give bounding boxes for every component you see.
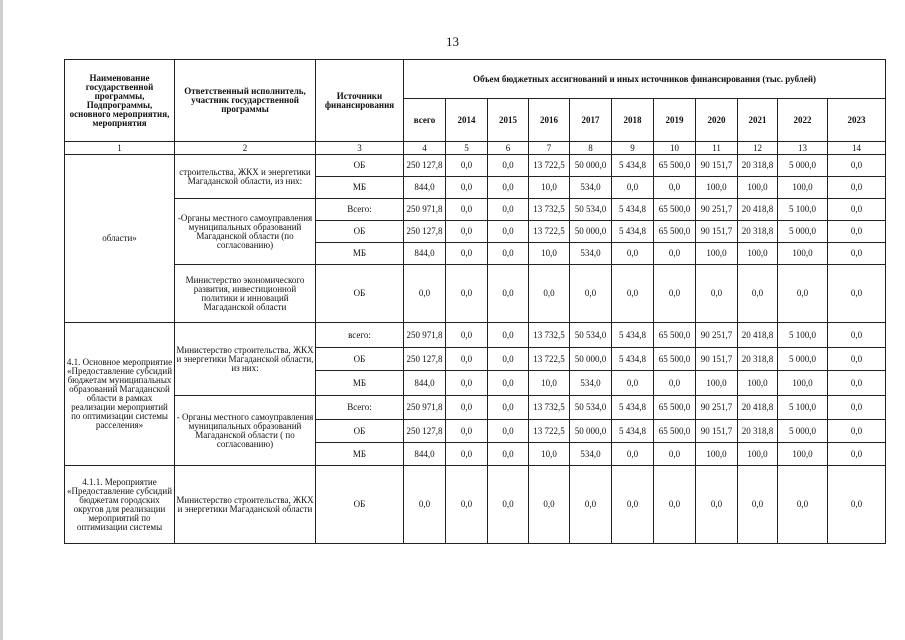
value-cell: 90 251,7 [696,199,738,221]
value-cell: 0,0 [446,265,488,323]
value-cell: 100,0 [738,443,778,466]
value-cell: 0,0 [612,371,654,396]
value-cell: 0,0 [446,155,488,177]
value-cell: 534,0 [570,443,612,466]
column-number: 13 [778,142,828,155]
value-cell: 0,0 [654,443,696,466]
value-cell: 844,0 [404,371,446,396]
value-cell: 65 500,0 [654,396,696,420]
column-number: 6 [488,142,529,155]
value-cell: 0,0 [446,396,488,420]
value-cell: 5 100,0 [778,199,828,221]
value-cell: 0,0 [612,443,654,466]
value-cell: 250 127,8 [404,420,446,443]
column-number: 11 [696,142,738,155]
value-cell: 0,0 [488,323,529,348]
value-cell: 100,0 [696,177,738,199]
value-cell: 250 971,8 [404,396,446,420]
source-cell: ОБ [316,466,404,544]
table-row [65,466,886,544]
value-cell: 0,0 [446,221,488,243]
value-cell: 0,0 [828,466,886,544]
value-cell: 0,0 [828,221,886,243]
header-total: всего [404,99,446,142]
value-cell: 0,0 [446,177,488,199]
header-year: 2023 [828,99,886,142]
value-cell: 0,0 [446,371,488,396]
header-program: Наименование государственной программы, Подпрограммы, основного мероприятия, мероприятия [65,60,175,142]
value-cell: 0,0 [828,443,886,466]
value-cell: 90 151,7 [696,420,738,443]
executor-cell: Министерство строительства, ЖКХ и энергетики Магаданской области [175,466,316,544]
value-cell: 65 500,0 [654,155,696,177]
value-cell: 250 971,8 [404,323,446,348]
value-cell: 5 100,0 [778,396,828,420]
column-number: 5 [446,142,488,155]
value-cell: 534,0 [570,371,612,396]
source-cell: ОБ [316,221,404,243]
value-cell: 13 722,5 [529,348,570,371]
value-cell: 5 100,0 [778,323,828,348]
value-cell: 0,0 [612,466,654,544]
value-cell: 0,0 [570,466,612,544]
value-cell: 0,0 [446,420,488,443]
value-cell: 844,0 [404,243,446,265]
header-budget-group: Объем бюджетных ассигнований и иных источников финансирования (тыс. рублей) [404,60,886,99]
value-cell: 0,0 [654,371,696,396]
value-cell: 0,0 [488,177,529,199]
value-cell: 0,0 [446,443,488,466]
executor-cell: Министерство строительства, ЖКХ и энергетики Магаданской области, из них: [175,323,316,396]
column-number: 4 [404,142,446,155]
value-cell: 20 418,8 [738,199,778,221]
value-cell: 13 732,5 [529,199,570,221]
value-cell: 50 534,0 [570,396,612,420]
value-cell: 13 722,5 [529,155,570,177]
value-cell: 0,0 [654,265,696,323]
value-cell: 0,0 [738,466,778,544]
value-cell: 0,0 [404,265,446,323]
value-cell: 65 500,0 [654,420,696,443]
column-number: 7 [529,142,570,155]
program-name-cell: 4.1. Основное мероприятие «Предоставление субсидий бюджетам муниципальных образований Магаданской области в рамках реализации мероприятий по оптимизации системы расселения» [65,323,175,466]
value-cell: 100,0 [778,177,828,199]
value-cell: 0,0 [446,323,488,348]
header-year: 2018 [612,99,654,142]
source-cell: Всего: [316,396,404,420]
value-cell: 90 151,7 [696,155,738,177]
value-cell: 844,0 [404,443,446,466]
value-cell: 0,0 [612,243,654,265]
value-cell: 0,0 [828,323,886,348]
executor-cell: Министерство экономического развития, инвестиционной политики и инноваций Магаданской области [175,265,316,323]
header-year: 2015 [488,99,529,142]
column-number: 9 [612,142,654,155]
value-cell: 100,0 [696,443,738,466]
value-cell: 5 434,8 [612,420,654,443]
value-cell: 20 418,8 [738,396,778,420]
value-cell: 13 732,5 [529,323,570,348]
value-cell: 90 251,7 [696,396,738,420]
value-cell: 20 318,8 [738,155,778,177]
value-cell: 0,0 [828,265,886,323]
source-cell: Всего: [316,199,404,221]
value-cell: 5 434,8 [612,348,654,371]
budget-table [64,59,886,544]
table-row [65,265,886,323]
value-cell: 13 722,5 [529,420,570,443]
value-cell: 0,0 [488,243,529,265]
program-name-cell: области» [65,155,175,323]
value-cell: 0,0 [696,265,738,323]
value-cell: 250 127,8 [404,348,446,371]
value-cell: 534,0 [570,177,612,199]
value-cell: 0,0 [488,396,529,420]
header-row [65,60,886,99]
value-cell: 0,0 [488,221,529,243]
value-cell: 0,0 [529,466,570,544]
value-cell: 100,0 [738,177,778,199]
source-cell: всего: [316,323,404,348]
value-cell: 100,0 [738,243,778,265]
value-cell: 844,0 [404,177,446,199]
header-year: 2019 [654,99,696,142]
value-cell: 0,0 [488,265,529,323]
value-cell: 0,0 [570,265,612,323]
header-source: Источники финансирования [316,60,404,142]
column-number: 2 [175,142,316,155]
column-number: 8 [570,142,612,155]
value-cell: 0,0 [828,348,886,371]
value-cell: 0,0 [612,265,654,323]
value-cell: 10,0 [529,371,570,396]
value-cell: 0,0 [612,177,654,199]
value-cell: 50 000,0 [570,155,612,177]
header-year: 2021 [738,99,778,142]
value-cell: 100,0 [696,243,738,265]
value-cell: 0,0 [828,199,886,221]
source-cell: ОБ [316,265,404,323]
value-cell: 90 251,7 [696,323,738,348]
value-cell: 13 732,5 [529,396,570,420]
value-cell: 0,0 [488,420,529,443]
executor-cell: - Органы местного самоуправления муниципальных образований Магаданской области ( по согласованию) [175,396,316,466]
value-cell: 0,0 [529,265,570,323]
column-number: 10 [654,142,696,155]
value-cell: 5 434,8 [612,396,654,420]
source-cell: ОБ [316,155,404,177]
value-cell: 5 000,0 [778,420,828,443]
value-cell: 10,0 [529,443,570,466]
source-cell: ОБ [316,348,404,371]
table-row [65,323,886,348]
value-cell: 50 000,0 [570,221,612,243]
value-cell: 0,0 [446,348,488,371]
value-cell: 0,0 [654,243,696,265]
value-cell: 0,0 [488,443,529,466]
source-cell: МБ [316,443,404,466]
value-cell: 0,0 [828,155,886,177]
value-cell: 0,0 [654,177,696,199]
value-cell: 65 500,0 [654,348,696,371]
header-year: 2014 [446,99,488,142]
value-cell: 0,0 [778,466,828,544]
value-cell: 5 434,8 [612,199,654,221]
value-cell: 5 000,0 [778,221,828,243]
value-cell: 20 418,8 [738,323,778,348]
value-cell: 250 127,8 [404,221,446,243]
value-cell: 100,0 [778,443,828,466]
source-cell: МБ [316,243,404,265]
executor-cell: -Органы местного самоуправления муниципальных образований Магаданской области (по согласованию) [175,199,316,265]
table-row [65,199,886,221]
value-cell: 0,0 [828,420,886,443]
value-cell: 0,0 [738,265,778,323]
value-cell: 20 318,8 [738,221,778,243]
source-cell: МБ [316,177,404,199]
value-cell: 20 318,8 [738,420,778,443]
value-cell: 90 151,7 [696,348,738,371]
value-cell: 100,0 [696,371,738,396]
value-cell: 250 127,8 [404,155,446,177]
value-cell: 0,0 [828,177,886,199]
value-cell: 0,0 [488,199,529,221]
value-cell: 0,0 [488,466,529,544]
column-number-row [65,142,886,155]
value-cell: 0,0 [696,466,738,544]
table-row [65,155,886,177]
column-number: 1 [65,142,175,155]
value-cell: 100,0 [778,243,828,265]
header-year: 2020 [696,99,738,142]
value-cell: 0,0 [446,466,488,544]
value-cell: 100,0 [738,371,778,396]
value-cell: 0,0 [488,371,529,396]
value-cell: 65 500,0 [654,323,696,348]
header-executor: Ответственный исполнитель, участник государственной программы [175,60,316,142]
header-year: 2016 [529,99,570,142]
column-number: 12 [738,142,778,155]
executor-cell: строительства, ЖКХ и энергетики Магаданской области, из них: [175,155,316,199]
value-cell: 0,0 [654,466,696,544]
program-name-cell: 4.1.1. Мероприятие «Предоставление субсидий бюджетам городских округов для реализации мероприятий по оптимизации системы [65,466,175,544]
value-cell: 65 500,0 [654,221,696,243]
value-cell: 100,0 [778,371,828,396]
column-number: 3 [316,142,404,155]
value-cell: 20 318,8 [738,348,778,371]
value-cell: 10,0 [529,177,570,199]
header-year: 2022 [778,99,828,142]
value-cell: 5 434,8 [612,221,654,243]
value-cell: 534,0 [570,243,612,265]
value-cell: 5 000,0 [778,155,828,177]
value-cell: 0,0 [404,466,446,544]
source-cell: ОБ [316,420,404,443]
value-cell: 0,0 [828,371,886,396]
source-cell: МБ [316,371,404,396]
value-cell: 50 000,0 [570,348,612,371]
value-cell: 0,0 [446,243,488,265]
value-cell: 50 534,0 [570,323,612,348]
value-cell: 13 722,5 [529,221,570,243]
table-row [65,396,886,420]
value-cell: 5 000,0 [778,348,828,371]
value-cell: 0,0 [828,243,886,265]
column-number: 14 [828,142,886,155]
value-cell: 50 000,0 [570,420,612,443]
value-cell: 0,0 [446,199,488,221]
value-cell: 0,0 [488,348,529,371]
value-cell: 250 971,8 [404,199,446,221]
value-cell: 0,0 [778,265,828,323]
value-cell: 5 434,8 [612,155,654,177]
value-cell: 10,0 [529,243,570,265]
header-year: 2017 [570,99,612,142]
page-number: 13 [446,34,459,49]
value-cell: 0,0 [828,396,886,420]
value-cell: 5 434,8 [612,323,654,348]
value-cell: 65 500,0 [654,199,696,221]
value-cell: 90 151,7 [696,221,738,243]
value-cell: 0,0 [488,155,529,177]
value-cell: 50 534,0 [570,199,612,221]
scan-edge [0,0,3,640]
